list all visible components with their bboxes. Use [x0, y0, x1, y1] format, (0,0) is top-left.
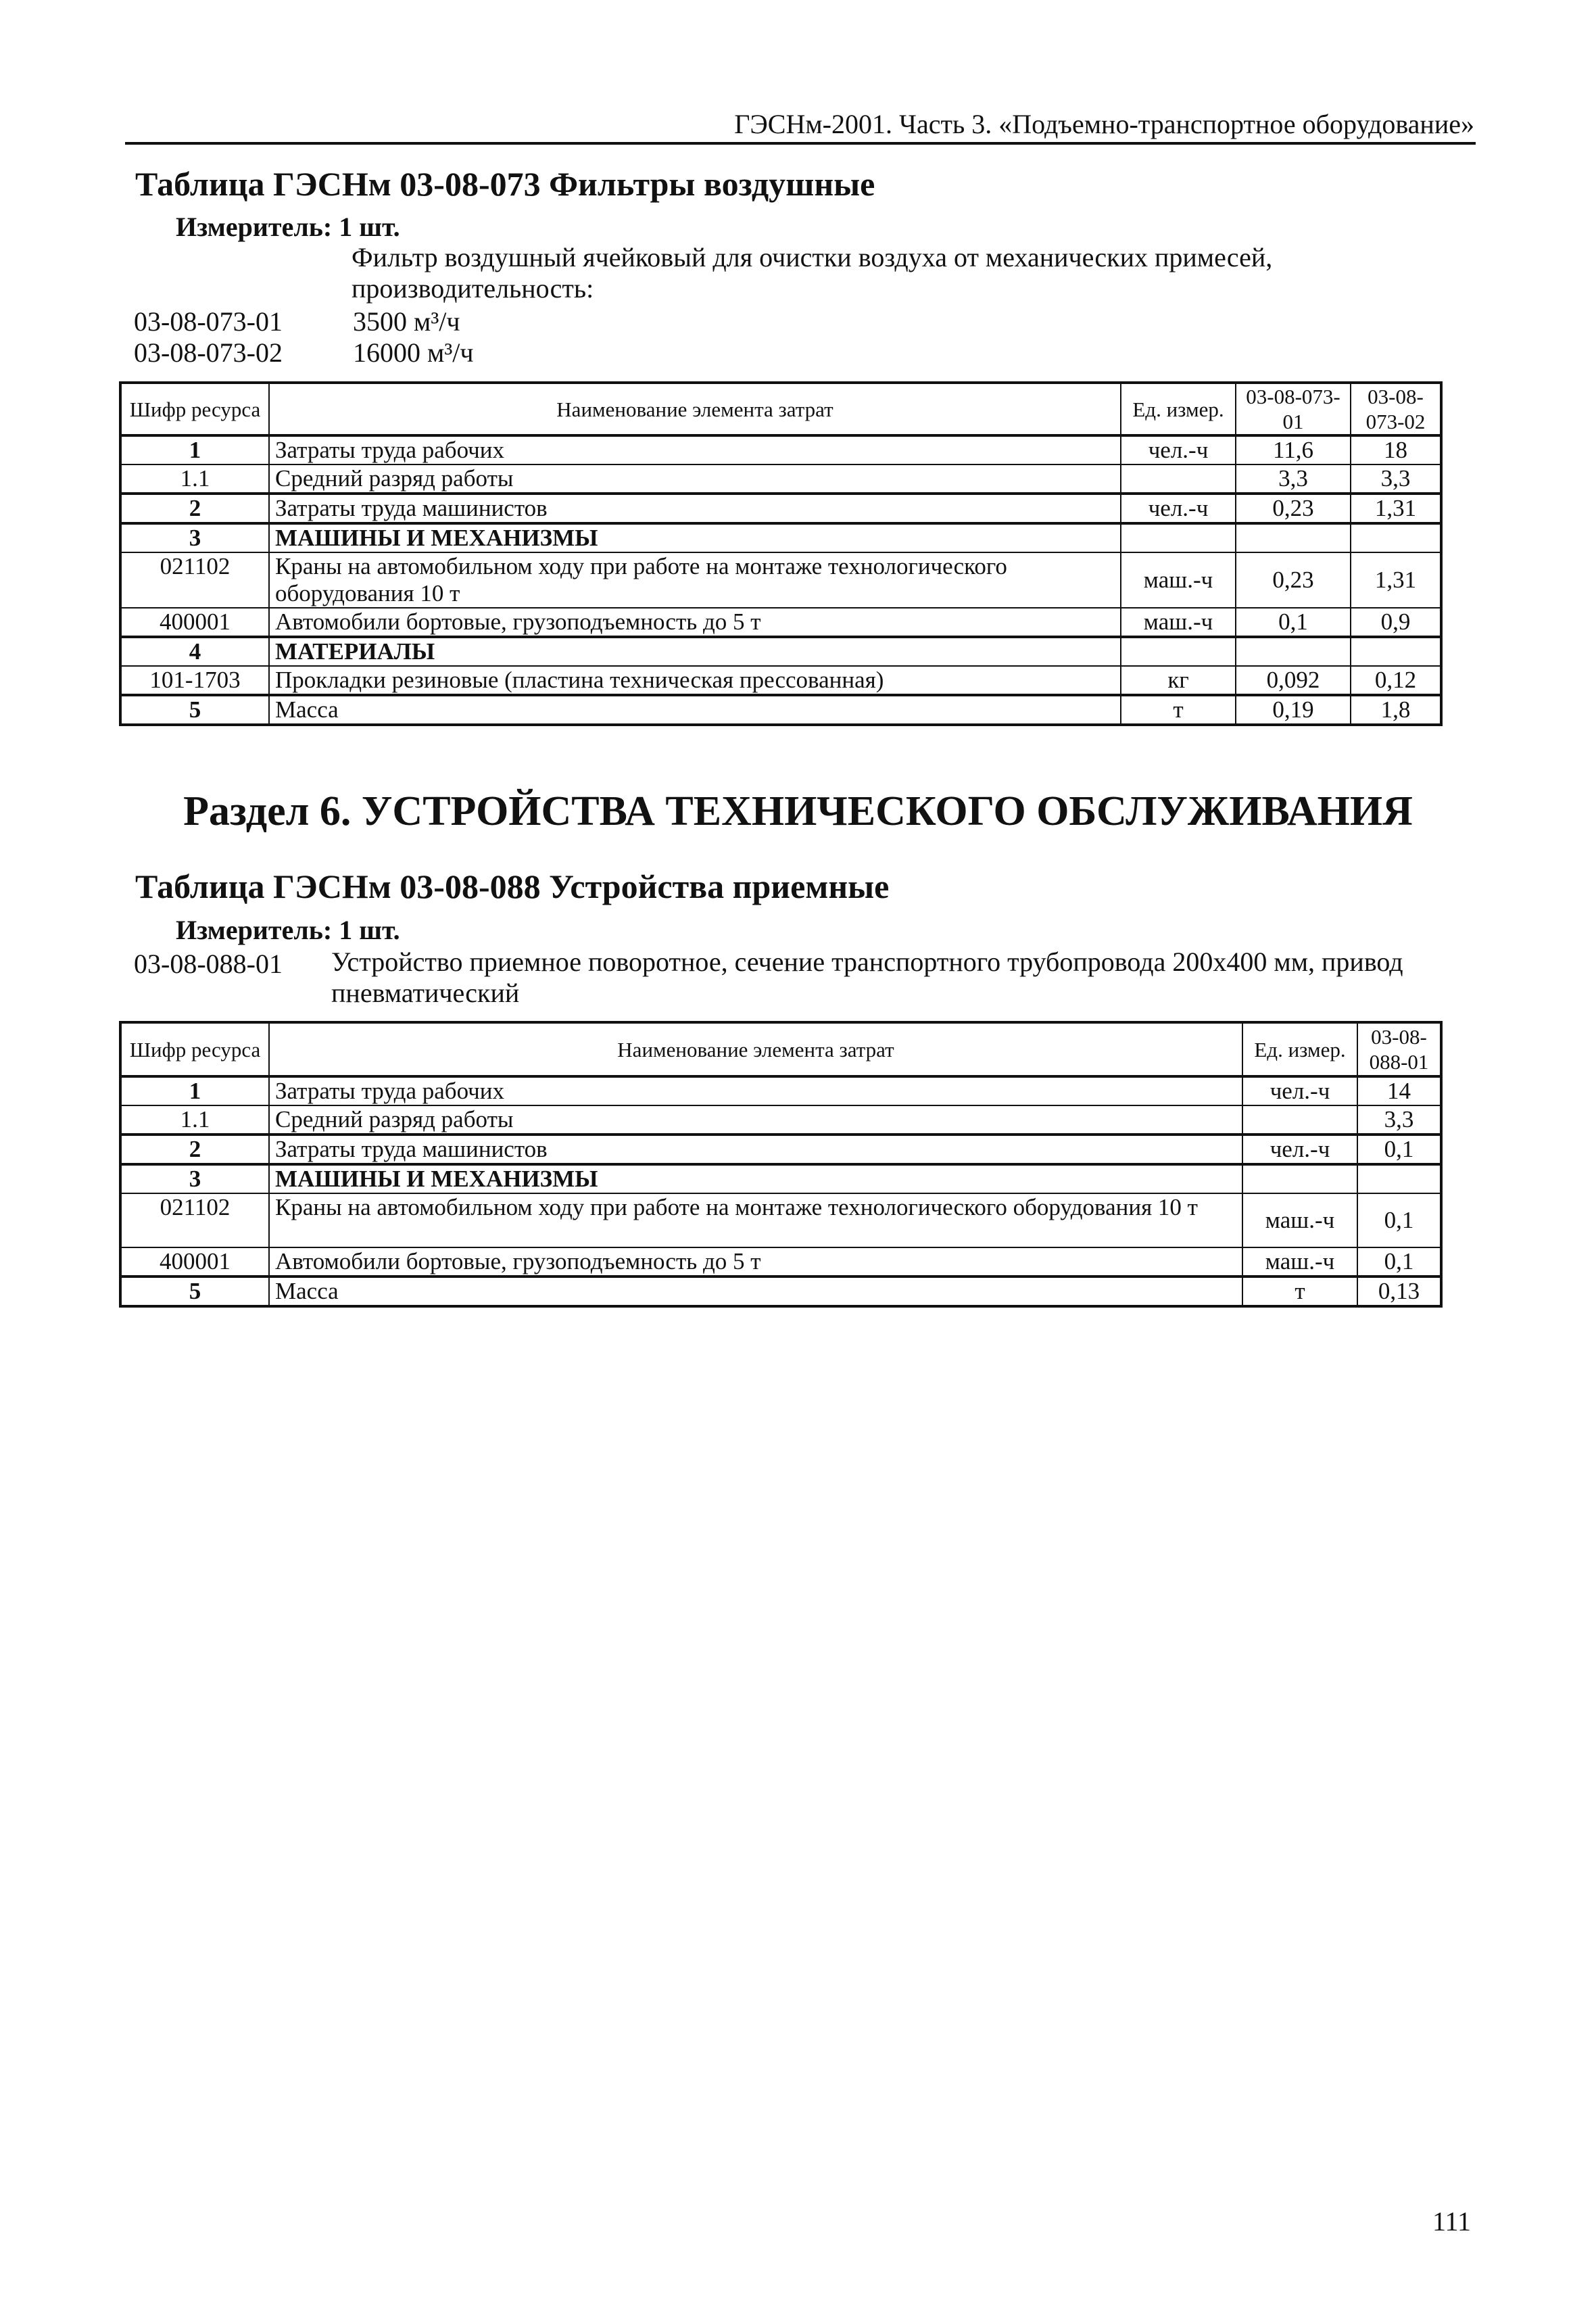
cell-name: МАТЕРИАЛЫ	[269, 637, 1121, 666]
cell-value: 1,8	[1351, 695, 1441, 725]
cell-name: МАШИНЫ И МЕХАНИЗМЫ	[269, 1164, 1242, 1193]
cell-name: Автомобили бортовые, грузоподъемность до 5 т	[269, 1247, 1242, 1276]
cell-unit: маш.-ч	[1242, 1193, 1357, 1247]
cell-value	[1357, 1164, 1441, 1193]
cell-value: 0,1	[1236, 608, 1351, 637]
cell-unit	[1121, 523, 1236, 552]
cell-code: 2	[120, 494, 269, 523]
cell-code: 400001	[120, 1247, 269, 1276]
table-row	[120, 1193, 1441, 1247]
col-header-name: Наименование элемента затрат	[269, 383, 1121, 435]
cell-unit: чел.-ч	[1242, 1076, 1357, 1105]
cell-value: 0,1	[1357, 1193, 1441, 1247]
cell-name: Затраты труда машинистов	[269, 1135, 1242, 1164]
table1-grid	[119, 381, 1443, 726]
table-row	[120, 608, 1441, 637]
cell-value: 1,31	[1351, 494, 1441, 523]
cell-code: 5	[120, 1276, 269, 1306]
header-rule	[125, 142, 1476, 145]
cell-code: 1	[120, 1076, 269, 1105]
cell-code: 2	[120, 1135, 269, 1164]
table-row	[120, 666, 1441, 695]
table1-variant-code: 03-08-073-01	[134, 306, 283, 337]
table-row	[120, 552, 1441, 608]
cell-unit	[1121, 464, 1236, 494]
cell-unit: т	[1121, 695, 1236, 725]
cell-value: 3,3	[1351, 464, 1441, 494]
cell-unit: чел.-ч	[1242, 1135, 1357, 1164]
table-row	[120, 695, 1441, 725]
cell-name: Краны на автомобильном ходу при работе на монтаже технологического оборудования 10 т	[269, 1193, 1242, 1247]
table2-grid	[119, 1021, 1443, 1308]
cell-value: 0,23	[1236, 552, 1351, 608]
table-row	[120, 1276, 1441, 1306]
cell-unit: маш.-ч	[1121, 552, 1236, 608]
table2-variant-code: 03-08-088-01	[134, 949, 283, 979]
cell-value: 0,13	[1357, 1276, 1441, 1306]
cell-value: 0,23	[1236, 494, 1351, 523]
cell-unit	[1121, 637, 1236, 666]
col-header-code: Шифр ресурса	[120, 1022, 269, 1076]
cell-name: Затраты труда рабочих	[269, 1076, 1242, 1105]
table-row	[120, 1164, 1441, 1193]
table-row	[120, 523, 1441, 552]
cell-unit	[1242, 1164, 1357, 1193]
cell-code: 4	[120, 637, 269, 666]
cell-value: 18	[1351, 435, 1441, 464]
table1-title: Таблица ГЭСНм 03-08-073 Фильтры воздушные	[135, 165, 875, 203]
table-row	[120, 435, 1441, 464]
table2-variant-line1: Устройство приемное поворотное, сечение транспортного трубопровода 200х400 мм, привод	[331, 947, 1403, 977]
cell-unit: чел.-ч	[1121, 494, 1236, 523]
cell-value	[1236, 637, 1351, 666]
cell-code: 3	[120, 523, 269, 552]
table-row	[120, 1247, 1441, 1276]
col-header-variant: 03-08-088-01	[1357, 1022, 1441, 1076]
table-row	[120, 637, 1441, 666]
cell-name: Краны на автомобильном ходу при работе на монтаже технологического оборудования 10 т	[269, 552, 1121, 608]
cell-code: 021102	[120, 552, 269, 608]
table2-variant-line2: пневматический	[331, 978, 520, 1008]
table-row	[120, 1135, 1441, 1164]
col-header-unit: Ед. измер.	[1242, 1022, 1357, 1076]
cell-name: Средний разряд работы	[269, 464, 1121, 494]
table1-variant-value: 16000 м³/ч	[353, 337, 474, 368]
table-row	[120, 494, 1441, 523]
cell-name: Затраты труда рабочих	[269, 435, 1121, 464]
cell-value: 14	[1357, 1076, 1441, 1105]
col-header-name: Наименование элемента затрат	[269, 1022, 1242, 1076]
table2-title: Таблица ГЭСНм 03-08-088 Устройства приемные	[135, 867, 890, 905]
cell-code: 101-1703	[120, 666, 269, 695]
cell-value: 0,1	[1357, 1247, 1441, 1276]
cell-name: Прокладки резиновые (пластина техническая прессованная)	[269, 666, 1121, 695]
cell-name: Средний разряд работы	[269, 1105, 1242, 1135]
cell-name: Затраты труда машинистов	[269, 494, 1121, 523]
cell-code: 1	[120, 435, 269, 464]
cell-value: 3,3	[1357, 1105, 1441, 1135]
col-header-code: Шифр ресурса	[120, 383, 269, 435]
table-row	[120, 464, 1441, 494]
cell-value: 11,6	[1236, 435, 1351, 464]
cell-value: 0,19	[1236, 695, 1351, 725]
cell-code: 021102	[120, 1193, 269, 1247]
cell-value	[1236, 523, 1351, 552]
cell-unit: чел.-ч	[1121, 435, 1236, 464]
table-row	[120, 1076, 1441, 1105]
cell-unit: кг	[1121, 666, 1236, 695]
cell-code: 5	[120, 695, 269, 725]
cell-value	[1351, 523, 1441, 552]
cell-code: 1.1	[120, 1105, 269, 1135]
cell-name: Автомобили бортовые, грузоподъемность до 5 т	[269, 608, 1121, 637]
table1-variant-value: 3500 м³/ч	[353, 306, 460, 337]
cell-code: 400001	[120, 608, 269, 637]
section-title: Раздел 6. УСТРОЙСТВА ТЕХНИЧЕСКОГО ОБСЛУЖИВАНИЯ	[183, 788, 1413, 834]
cell-name: Масса	[269, 695, 1121, 725]
col-header-unit: Ед. измер.	[1121, 383, 1236, 435]
cell-value: 3,3	[1236, 464, 1351, 494]
cell-unit: маш.-ч	[1242, 1247, 1357, 1276]
cell-value: 1,31	[1351, 552, 1441, 608]
cell-value: 0,9	[1351, 608, 1441, 637]
cell-code: 1.1	[120, 464, 269, 494]
cell-name: МАШИНЫ И МЕХАНИЗМЫ	[269, 523, 1121, 552]
table1-description-line1: Фильтр воздушный ячейковый для очистки воздуха от механических примесей,	[352, 242, 1273, 272]
col-header-variant: 03-08-073-02	[1351, 383, 1441, 435]
page-number: 111	[1432, 2206, 1471, 2237]
table2-meter: Измеритель: 1 шт.	[176, 915, 400, 945]
cell-name: Масса	[269, 1276, 1242, 1306]
table1-description-line2: производительность:	[352, 273, 594, 304]
cell-value: 0,1	[1357, 1135, 1441, 1164]
cell-unit: маш.-ч	[1121, 608, 1236, 637]
cell-code: 3	[120, 1164, 269, 1193]
cell-value: 0,12	[1351, 666, 1441, 695]
table-row	[120, 1105, 1441, 1135]
cell-unit: т	[1242, 1276, 1357, 1306]
running-header: ГЭСНм-2001. Часть 3. «Подъемно-транспортное оборудование»	[734, 109, 1474, 139]
table1-meter: Измеритель: 1 шт.	[176, 212, 400, 242]
col-header-variant: 03-08-073-01	[1236, 383, 1351, 435]
cell-unit	[1242, 1105, 1357, 1135]
cell-value: 0,092	[1236, 666, 1351, 695]
table1-variant-code: 03-08-073-02	[134, 337, 283, 368]
cell-value	[1351, 637, 1441, 666]
